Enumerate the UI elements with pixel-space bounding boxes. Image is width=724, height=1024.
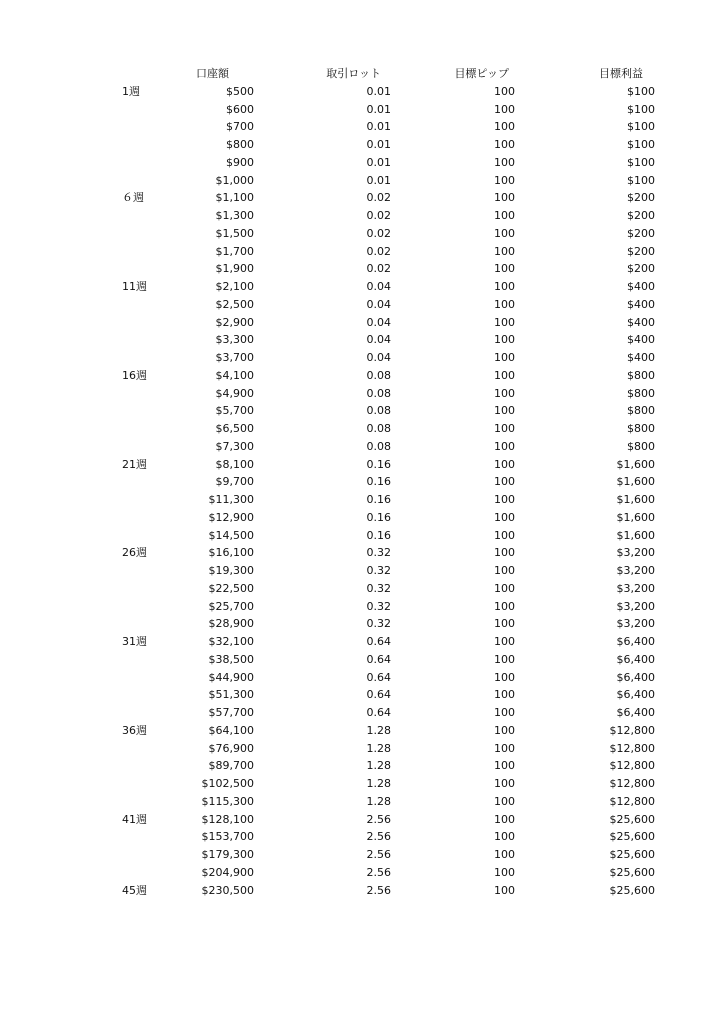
pips-cell: 100 — [494, 777, 515, 790]
lot-cell: 0.08 — [366, 422, 391, 435]
lot-cell: 1.28 — [366, 741, 391, 755]
balance-cell: $2,900 — [215, 315, 254, 329]
balance-cell: $204,900 — [201, 865, 254, 879]
profit-cell: $400 — [627, 333, 655, 347]
table-row — [118, 243, 655, 261]
table-row — [118, 101, 655, 119]
lot-cell: 0.16 — [366, 493, 391, 506]
week-cell: ６週 — [122, 191, 144, 205]
week-cell: 31週 — [122, 635, 147, 648]
table-row — [118, 811, 655, 829]
lot-cell: 0.16 — [366, 528, 391, 542]
balance-cell: $38,500 — [208, 652, 254, 666]
balance-cell: $2,100 — [215, 280, 254, 293]
lot-cell: 2.56 — [366, 812, 391, 826]
balance-cell: $4,100 — [215, 368, 254, 382]
balance-cell: $1,500 — [215, 226, 254, 240]
week-cell — [118, 154, 158, 172]
pips-cell: 100 — [494, 404, 515, 418]
lot-cell: 0.04 — [366, 351, 391, 364]
profit-cell: $400 — [627, 297, 655, 311]
profit-cell: $6,400 — [616, 706, 655, 719]
week-cell: 1週 — [122, 84, 140, 98]
lot-cell: 0.32 — [366, 599, 391, 613]
pips-cell: 100 — [494, 280, 515, 293]
table-row — [118, 882, 655, 900]
profit-cell: $100 — [627, 102, 655, 116]
pips-cell: 100 — [494, 351, 515, 364]
lot-cell: 0.04 — [366, 297, 391, 311]
profit-cell: $6,400 — [616, 688, 655, 702]
profit-cell: $12,800 — [609, 723, 655, 737]
lot-cell: 0.01 — [366, 173, 391, 187]
pips-cell: 100 — [494, 546, 515, 560]
pips-cell: 100 — [494, 439, 515, 453]
pips-cell: 100 — [494, 581, 515, 595]
table-row — [118, 225, 655, 243]
balance-cell: $25,700 — [208, 599, 254, 613]
week-cell — [118, 438, 158, 456]
lot-cell: 0.08 — [366, 404, 391, 418]
pips-cell: 100 — [494, 173, 515, 187]
pips-cell: 100 — [494, 386, 515, 400]
pips-cell: 100 — [494, 830, 515, 844]
balance-cell: $16,100 — [208, 546, 254, 560]
week-cell — [118, 385, 158, 403]
table-row — [118, 154, 655, 172]
balance-cell: $115,300 — [201, 794, 254, 808]
lot-cell: 0.04 — [366, 280, 391, 293]
profit-cell: $25,600 — [609, 848, 655, 861]
table-row — [118, 136, 655, 154]
profit-cell: $800 — [627, 422, 655, 435]
balance-cell: $230,500 — [201, 883, 254, 897]
lot-cell: 0.02 — [366, 209, 391, 222]
profit-cell: $200 — [627, 262, 655, 276]
profit-cell: $100 — [627, 173, 655, 187]
profit-cell: $3,200 — [616, 581, 655, 595]
balance-cell: $900 — [226, 155, 254, 169]
balance-cell: $153,700 — [201, 830, 254, 844]
balance-cell: $1,300 — [215, 209, 254, 222]
profit-cell: $1,600 — [616, 457, 655, 471]
profit-cell: $800 — [627, 386, 655, 400]
pips-cell: 100 — [494, 670, 515, 684]
week-cell — [118, 598, 158, 616]
balance-cell: $1,100 — [215, 191, 254, 205]
balance-cell: $3,700 — [215, 351, 254, 364]
pips-cell: 100 — [494, 528, 515, 542]
profit-cell: $3,200 — [616, 564, 655, 577]
table-row — [118, 385, 655, 403]
table-row — [118, 349, 655, 367]
pips-cell: 100 — [494, 706, 515, 719]
pips-cell: 100 — [494, 510, 515, 524]
profit-cell: $800 — [627, 368, 655, 382]
table-row — [118, 438, 655, 456]
lot-cell: 0.64 — [366, 635, 391, 648]
table-row — [118, 651, 655, 669]
lot-cell: 1.28 — [366, 777, 391, 790]
pips-cell: 100 — [494, 120, 515, 134]
balance-cell: $800 — [226, 138, 254, 151]
week-cell — [118, 420, 158, 438]
week-cell — [118, 243, 158, 261]
lot-cell: 0.08 — [366, 386, 391, 400]
week-cell — [118, 864, 158, 882]
header-week — [118, 65, 158, 83]
pips-cell: 100 — [494, 315, 515, 329]
week-cell: 11週 — [122, 280, 147, 293]
week-cell — [118, 846, 158, 864]
table-row — [118, 615, 655, 633]
balance-cell: $11,300 — [208, 493, 254, 506]
balance-cell: $600 — [226, 102, 254, 116]
pips-cell: 100 — [494, 723, 515, 737]
week-cell — [118, 580, 158, 598]
balance-cell: $19,300 — [208, 564, 254, 577]
profit-cell: $3,200 — [616, 617, 655, 631]
week-cell — [118, 136, 158, 154]
balance-cell: $22,500 — [208, 581, 254, 595]
balance-cell: $179,300 — [201, 848, 254, 861]
lot-cell: 0.01 — [366, 102, 391, 116]
pips-cell: 100 — [494, 635, 515, 648]
balance-cell: $128,100 — [201, 812, 254, 826]
pips-cell: 100 — [494, 368, 515, 382]
profit-cell: $6,400 — [616, 652, 655, 666]
week-cell — [118, 615, 158, 633]
balance-cell: $89,700 — [208, 759, 254, 773]
lot-cell: 1.28 — [366, 723, 391, 737]
table-row — [118, 598, 655, 616]
lot-cell: 0.32 — [366, 546, 391, 560]
balance-cell: $76,900 — [208, 741, 254, 755]
profit-cell: $12,800 — [609, 741, 655, 755]
lot-cell: 0.64 — [366, 652, 391, 666]
pips-cell: 100 — [494, 794, 515, 808]
lot-cell: 2.56 — [366, 883, 391, 897]
lot-cell: 2.56 — [366, 865, 391, 879]
balance-cell: $2,500 — [215, 297, 254, 311]
table-row — [118, 562, 655, 580]
week-cell — [118, 651, 158, 669]
lot-cell: 0.04 — [366, 333, 391, 347]
week-cell: 36週 — [122, 723, 147, 737]
lot-cell: 0.32 — [366, 564, 391, 577]
pips-cell: 100 — [494, 475, 515, 489]
pips-cell: 100 — [494, 191, 515, 205]
balance-cell: $44,900 — [208, 670, 254, 684]
table-row — [118, 402, 655, 420]
growth-plan-table — [118, 65, 655, 899]
week-cell: 26週 — [122, 546, 147, 560]
pips-cell: 100 — [494, 865, 515, 879]
lot-cell: 0.64 — [366, 688, 391, 702]
lot-cell: 0.08 — [366, 439, 391, 453]
pips-cell: 100 — [494, 262, 515, 276]
table-row — [118, 367, 655, 385]
profit-cell: $400 — [627, 280, 655, 293]
table-row — [118, 420, 655, 438]
table-row — [118, 580, 655, 598]
lot-cell: 0.16 — [366, 475, 391, 489]
lot-cell: 0.02 — [366, 244, 391, 258]
balance-cell: $102,500 — [201, 777, 254, 790]
profit-cell: $25,600 — [609, 865, 655, 879]
week-cell — [118, 562, 158, 580]
table-row — [118, 775, 655, 793]
pips-cell: 100 — [494, 688, 515, 702]
pips-cell: 100 — [494, 564, 515, 577]
table-row — [118, 473, 655, 491]
profit-cell: $12,800 — [609, 794, 655, 808]
table-row — [118, 864, 655, 882]
pips-cell: 100 — [494, 652, 515, 666]
table-row — [118, 846, 655, 864]
profit-cell: $12,800 — [609, 777, 655, 790]
profit-cell: $400 — [627, 315, 655, 329]
table-row — [118, 189, 655, 207]
profit-cell: $1,600 — [616, 528, 655, 542]
lot-cell: 0.01 — [366, 84, 391, 98]
week-cell — [118, 207, 158, 225]
pips-cell: 100 — [494, 599, 515, 613]
pips-cell: 100 — [494, 883, 515, 897]
pips-cell: 100 — [494, 102, 515, 116]
table-row — [118, 331, 655, 349]
header-pips: 目標ピップ — [454, 67, 509, 80]
pips-cell: 100 — [494, 493, 515, 506]
lot-cell: 0.08 — [366, 368, 391, 382]
balance-cell: $51,300 — [208, 688, 254, 702]
lot-cell: 0.02 — [366, 226, 391, 240]
profit-cell: $100 — [627, 138, 655, 151]
profit-cell: $25,600 — [609, 883, 655, 897]
pips-cell: 100 — [494, 617, 515, 631]
lot-cell: 0.16 — [366, 457, 391, 471]
lot-cell: 0.01 — [366, 120, 391, 134]
profit-cell: $12,800 — [609, 759, 655, 773]
profit-cell: $1,600 — [616, 510, 655, 524]
pips-cell: 100 — [494, 741, 515, 755]
header-balance: 口座額 — [196, 67, 229, 80]
lot-cell: 0.04 — [366, 315, 391, 329]
week-cell — [118, 118, 158, 136]
profit-cell: $200 — [627, 244, 655, 258]
pips-cell: 100 — [494, 155, 515, 169]
table-row — [118, 527, 655, 545]
week-cell — [118, 314, 158, 332]
week-cell — [118, 757, 158, 775]
lot-cell: 0.32 — [366, 581, 391, 595]
table-row — [118, 793, 655, 811]
profit-cell: $25,600 — [609, 812, 655, 826]
table-row — [118, 118, 655, 136]
week-cell — [118, 828, 158, 846]
profit-cell: $400 — [627, 351, 655, 364]
lot-cell: 0.16 — [366, 510, 391, 524]
profit-cell: $1,600 — [616, 493, 655, 506]
pips-cell: 100 — [494, 297, 515, 311]
week-cell — [118, 349, 158, 367]
balance-cell: $1,900 — [215, 262, 254, 276]
week-cell — [118, 225, 158, 243]
balance-cell: $1,700 — [215, 244, 254, 258]
balance-cell: $64,100 — [208, 723, 254, 737]
lot-cell: 0.64 — [366, 706, 391, 719]
lot-cell: 0.02 — [366, 262, 391, 276]
week-cell — [118, 775, 158, 793]
table-row — [118, 172, 655, 190]
table-row — [118, 296, 655, 314]
pips-cell: 100 — [494, 422, 515, 435]
table-row — [118, 633, 655, 651]
balance-cell: $28,900 — [208, 617, 254, 631]
balance-cell: $9,700 — [215, 475, 254, 489]
table-row — [118, 544, 655, 562]
table-row — [118, 83, 655, 101]
profit-cell: $100 — [627, 84, 655, 98]
table-row — [118, 722, 655, 740]
profit-cell: $200 — [627, 209, 655, 222]
table-row — [118, 207, 655, 225]
week-cell: 21週 — [122, 457, 147, 471]
week-cell: 41週 — [122, 812, 147, 826]
header-lot: 取引ロット — [326, 67, 381, 80]
balance-cell: $57,700 — [208, 706, 254, 719]
week-cell — [118, 669, 158, 687]
table-row — [118, 278, 655, 296]
profit-cell: $800 — [627, 404, 655, 418]
week-cell — [118, 101, 158, 119]
table-row — [118, 686, 655, 704]
week-cell — [118, 172, 158, 190]
balance-cell: $4,900 — [215, 386, 254, 400]
table-row — [118, 828, 655, 846]
table-body — [118, 83, 655, 900]
profit-cell: $1,600 — [616, 475, 655, 489]
week-cell — [118, 527, 158, 545]
table-row — [118, 491, 655, 509]
profit-cell: $6,400 — [616, 635, 655, 648]
table-row — [118, 314, 655, 332]
lot-cell: 0.01 — [366, 138, 391, 151]
header-profit: 目標利益 — [599, 67, 643, 80]
profit-cell: $3,200 — [616, 599, 655, 613]
profit-cell: $800 — [627, 439, 655, 453]
profit-cell: $6,400 — [616, 670, 655, 684]
table-header — [118, 65, 655, 83]
week-cell — [118, 331, 158, 349]
balance-cell: $6,500 — [215, 422, 254, 435]
lot-cell: 0.02 — [366, 191, 391, 205]
profit-cell: $25,600 — [609, 830, 655, 844]
lot-cell: 0.64 — [366, 670, 391, 684]
balance-cell: $8,100 — [215, 457, 254, 471]
week-cell: 45週 — [122, 883, 147, 897]
pips-cell: 100 — [494, 457, 515, 471]
pips-cell: 100 — [494, 848, 515, 861]
balance-cell: $14,500 — [208, 528, 254, 542]
lot-cell: 2.56 — [366, 830, 391, 844]
pips-cell: 100 — [494, 333, 515, 347]
pips-cell: 100 — [494, 812, 515, 826]
balance-cell: $7,300 — [215, 439, 254, 453]
week-cell — [118, 704, 158, 722]
lot-cell: 1.28 — [366, 759, 391, 773]
table-row — [118, 456, 655, 474]
week-cell — [118, 260, 158, 278]
profit-cell: $200 — [627, 191, 655, 205]
week-cell — [118, 296, 158, 314]
balance-cell: $5,700 — [215, 404, 254, 418]
header-row — [118, 65, 655, 83]
table-row — [118, 669, 655, 687]
week-cell — [118, 491, 158, 509]
balance-cell: $700 — [226, 120, 254, 134]
table-row — [118, 509, 655, 527]
balance-cell: $12,900 — [208, 510, 254, 524]
pips-cell: 100 — [494, 244, 515, 258]
lot-cell: 0.32 — [366, 617, 391, 631]
week-cell — [118, 686, 158, 704]
week-cell — [118, 402, 158, 420]
profit-cell: $100 — [627, 120, 655, 134]
pips-cell: 100 — [494, 209, 515, 222]
profit-cell: $200 — [627, 226, 655, 240]
pips-cell: 100 — [494, 226, 515, 240]
lot-cell: 2.56 — [366, 848, 391, 861]
week-cell — [118, 793, 158, 811]
lot-cell: 1.28 — [366, 794, 391, 808]
lot-cell: 0.01 — [366, 155, 391, 169]
balance-cell: $500 — [226, 84, 254, 98]
pips-cell: 100 — [494, 138, 515, 151]
profit-cell: $3,200 — [616, 546, 655, 560]
profit-cell: $100 — [627, 155, 655, 169]
week-cell — [118, 473, 158, 491]
table-row — [118, 757, 655, 775]
table-row — [118, 740, 655, 758]
balance-cell: $32,100 — [208, 635, 254, 648]
pips-cell: 100 — [494, 84, 515, 98]
pips-cell: 100 — [494, 759, 515, 773]
week-cell: 16週 — [122, 368, 147, 382]
week-cell — [118, 740, 158, 758]
balance-cell: $1,000 — [215, 173, 254, 187]
balance-cell: $3,300 — [215, 333, 254, 347]
table-row — [118, 704, 655, 722]
table-row — [118, 260, 655, 278]
week-cell — [118, 509, 158, 527]
